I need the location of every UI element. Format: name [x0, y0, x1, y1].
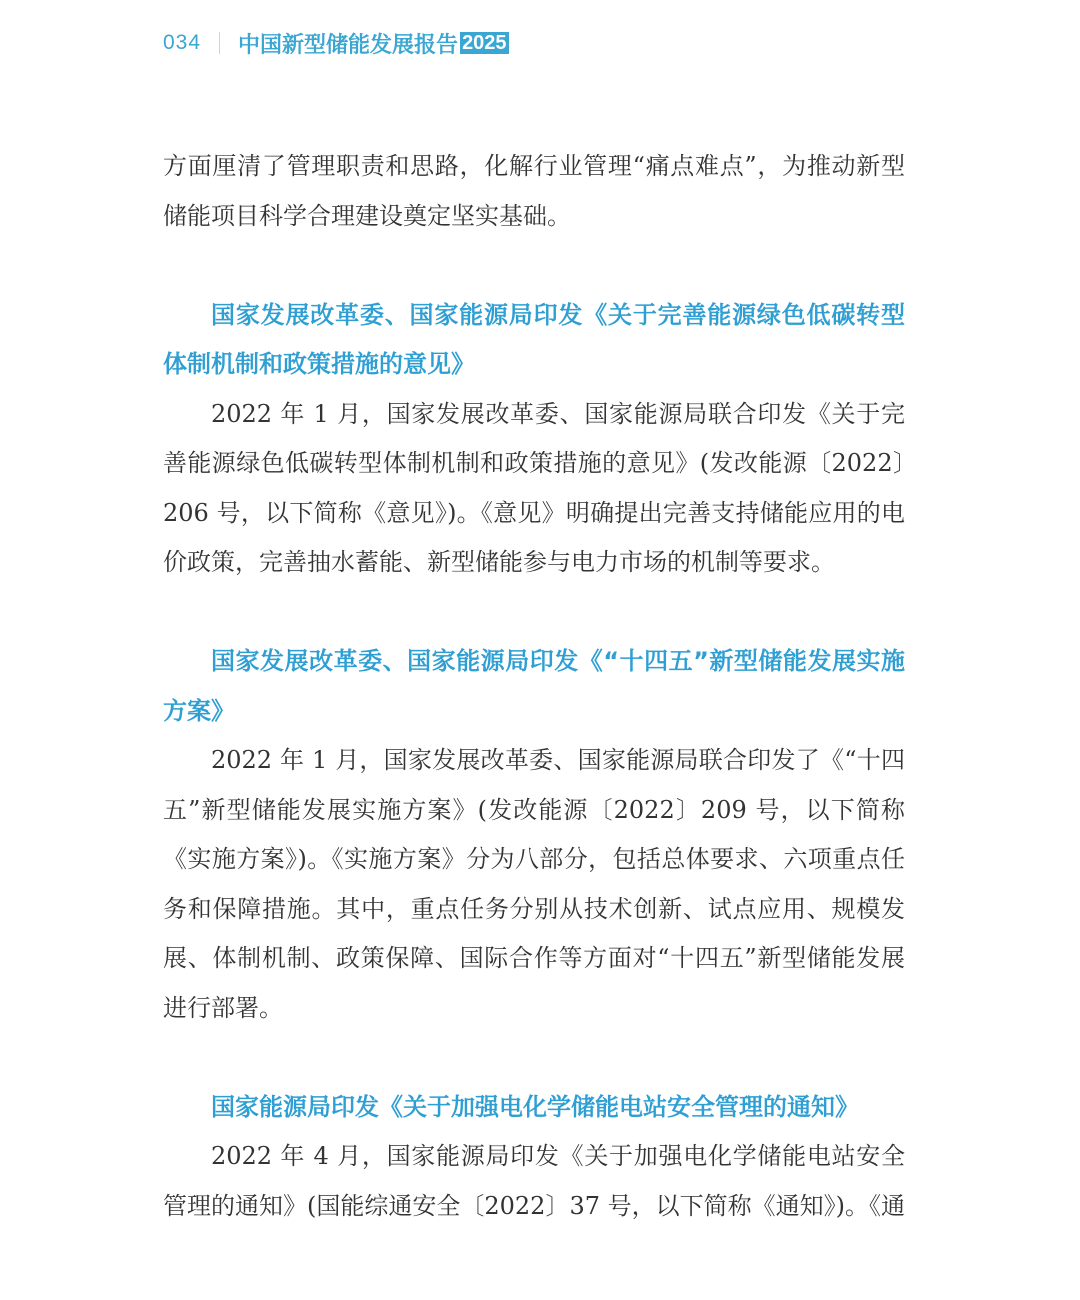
report-title: 中国新型储能发展报告: [238, 31, 459, 57]
section-heading: 国家发展改革委、国家能源局印发《“十四五”新型储能发展实施方案》: [163, 647, 905, 725]
report-year-badge: 2025: [462, 32, 507, 54]
page-body: [163, 142, 905, 1231]
paragraph: 2022 年 4 月，国家能源局印发《关于加强电化学储能电站安全管理的通知》(国能综通安全〔2022〕37 号，以下简称《通知》)。《通: [163, 1142, 905, 1220]
page-number: 034: [163, 31, 202, 54]
section-heading: 国家发展改革委、国家能源局印发《关于完善能源绿色低碳转型体制机制和政策措施的意见》: [163, 300, 905, 378]
header-divider: [219, 32, 220, 54]
page-header: [163, 28, 509, 58]
paragraph: 方面厘清了管理职责和思路，化解行业管理“痛点难点”，为推动新型储能项目科学合理建设奠定坚实基础。: [163, 152, 905, 230]
section-heading: 国家能源局印发《关于加强电化学储能电站安全管理的通知》: [211, 1092, 859, 1121]
paragraph: 2022 年 1 月，国家发展改革委、国家能源局联合印发了《“十四五”新型储能发展实施方案》(发改能源〔2022〕209 号，以下简称《实施方案》)。《实施方案》分为八部分，包括总体要求、六项重点任务和保障措施。其中，重点任务分别从技术创新、试点应用、规模发展、体制机制、政策保障、国际合作等方面对“十四五”新型储能发展进行部署。: [163, 746, 905, 1022]
paragraph: 2022 年 1 月，国家发展改革委、国家能源局联合印发《关于完善能源绿色低碳转型体制机制和政策措施的意见》(发改能源〔2022〕206 号，以下简称《意见》)。《意见》明确提出完善支持储能应用的电价政策，完善抽水蓄能、新型储能参与电力市场的机制等要求。: [163, 399, 905, 576]
